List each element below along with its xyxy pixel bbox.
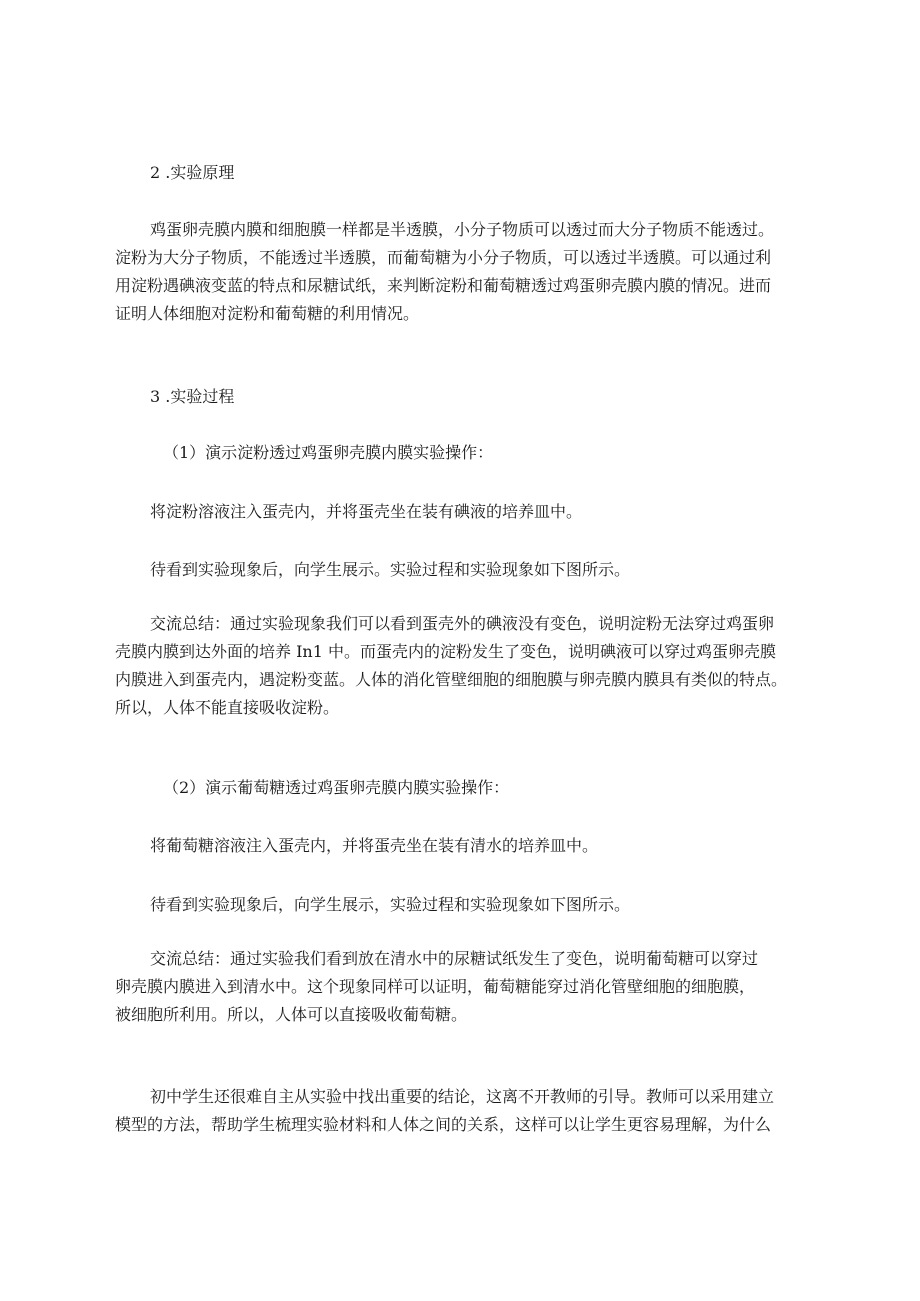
paragraph-line: 所以，人体不能直接吸收淀粉。 xyxy=(115,698,340,717)
demo2-title: （2）演示葡萄糖透过鸡蛋卵壳膜内膜实验操作： xyxy=(163,778,510,797)
paragraph-line: 卵壳膜内膜进入到清水中。这个现象同样可以证明，葡萄糖能穿过消化管壁细胞的细胞膜， xyxy=(115,977,756,996)
paragraph-line: 模型的方法，帮助学生梳理实验材料和人体之间的关系，这样可以让学生更容易理解，为什么 xyxy=(115,1115,772,1134)
paragraph-line: 交流总结：通过实验现象我们可以看到蛋壳外的碘液没有变色，说明淀粉无法穿过鸡蛋卵 xyxy=(150,614,775,633)
paragraph-line: 被细胞所利用。所以，人体可以直接吸收葡萄糖。 xyxy=(115,1005,468,1024)
paragraph-line: 用淀粉遇碘液变蓝的特点和尿糖试纸，来判断淀粉和葡萄糖透过鸡蛋卵壳膜内膜的情况。进而 xyxy=(115,276,772,295)
demo1-summary-paragraph xyxy=(115,610,820,722)
paragraph-line: 交流总结：通过实验我们看到放在清水中的尿糖试纸发生了变色，说明葡萄糖可以穿过 xyxy=(150,949,759,968)
demo1-title: （1）演示淀粉透过鸡蛋卵壳膜内膜实验操作： xyxy=(163,443,494,462)
demo2-step1: 将葡萄糖溶液注入蛋壳内，并将蛋壳坐在装有清水的培养皿中。 xyxy=(150,836,599,855)
paragraph-line: 壳膜内膜到达外面的培养 In1 中。而蛋壳内的淀粉发生了变色，说明碘液可以穿过鸡蛋卵壳膜 xyxy=(115,642,776,661)
demo2-step2: 待看到实验现象后，向学生展示，实验过程和实验现象如下图所示。 xyxy=(150,895,631,914)
paragraph-line: 鸡蛋卵壳膜内膜和细胞膜一样都是半透膜，小分子物质可以透过而大分子物质不能透过。 xyxy=(150,220,775,239)
demo1-step1: 将淀粉溶液注入蛋壳内，并将蛋壳坐在装有碘液的培养皿中。 xyxy=(150,502,583,521)
paragraph-line: 淀粉为大分子物质，不能透过半透膜，而葡萄糖为小分子物质，可以透过半透膜。可以通过利 xyxy=(115,248,772,267)
demo2-summary-paragraph xyxy=(115,945,820,1029)
closing-paragraph xyxy=(115,1083,820,1139)
paragraph-line: 证明人体细胞对淀粉和葡萄糖的利用情况。 xyxy=(115,304,420,323)
paragraph-line: 初中学生还很难自主从实验中找出重要的结论，这离不开教师的引导。教师可以采用建立 xyxy=(150,1087,775,1106)
demo1-step2: 待看到实验现象后，向学生展示。实验过程和实验现象如下图所示。 xyxy=(150,560,631,579)
principle-paragraph xyxy=(115,216,820,328)
process-heading: 3 .实验过程 xyxy=(150,387,235,406)
paragraph-line: 内膜进入到蛋壳内，遇淀粉变蓝。人体的消化管壁细胞的细胞膜与卵壳膜内膜具有类似的特点。 xyxy=(115,670,788,689)
principle-heading: 2 .实验原理 xyxy=(150,163,235,182)
